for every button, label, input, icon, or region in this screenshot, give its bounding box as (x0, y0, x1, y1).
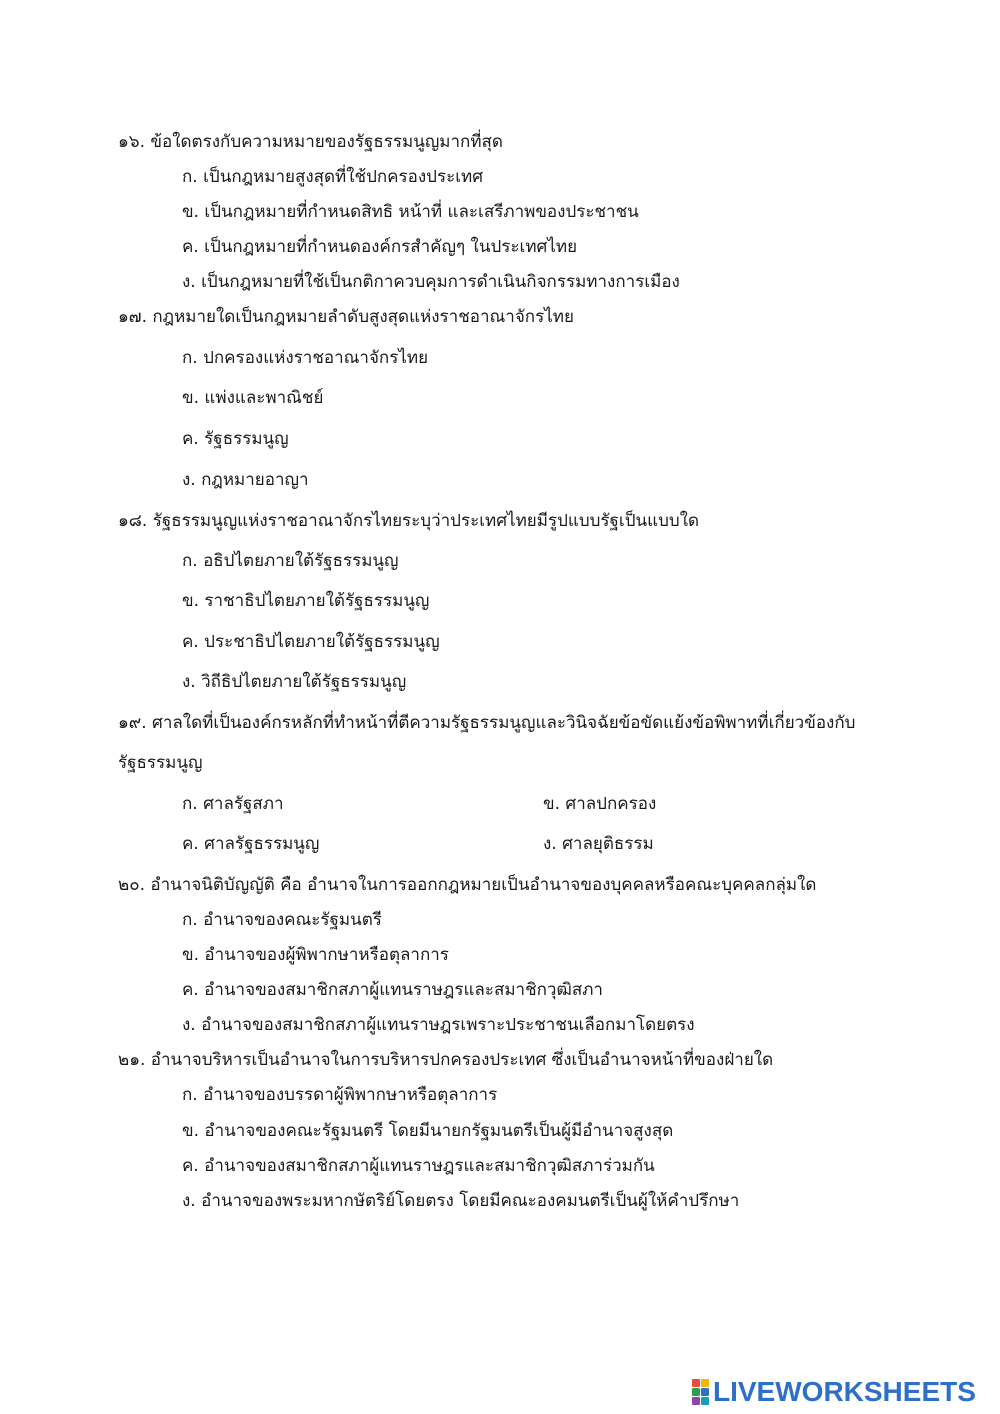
q20-option-c[interactable]: ค. อำนาจของสมาชิกสภาผู้แทนราษฎรและสมาชิกวุฒิสภา (182, 980, 603, 1000)
logo-square (692, 1397, 700, 1405)
q21-option-d[interactable]: ง. อำนาจของพระมหากษัตริย์โดยตรง โดยมีคณะองคมนตรีเป็นผู้ให้คำปรึกษา (182, 1191, 740, 1211)
question-16: ๑๖. ข้อใดตรงกับความหมายของรัฐธรรมนูญมากที่สุด (118, 132, 503, 152)
q18-option-c[interactable]: ค. ประชาธิปไตยภายใต้รัฐธรรมนูญ (182, 632, 440, 652)
logo-text: LIVEWORKSHEETS (713, 1376, 976, 1407)
q21-option-b[interactable]: ข. อำนาจของคณะรัฐมนตรี โดยมีนายกรัฐมนตรีเป็นผู้มีอำนาจสูงสุด (182, 1121, 674, 1141)
q16-option-b[interactable]: ข. เป็นกฎหมายที่กำหนดสิทธิ หน้าที่ และเสรีภาพของประชาชน (182, 202, 639, 222)
logo-square (701, 1388, 709, 1396)
question-17: ๑๗. กฎหมายใดเป็นกฎหมายลำดับสูงสุดแห่งราชอาณาจักรไทย (118, 307, 574, 327)
q16-option-c[interactable]: ค. เป็นกฎหมายที่กำหนดองค์กรสำคัญๆ ในประเทศไทย (182, 237, 578, 257)
q16-option-d[interactable]: ง. เป็นกฎหมายที่ใช้เป็นกติกาควบคุมการดำเนินกิจกรรมทางการเมือง (182, 272, 680, 292)
question-21: ๒๑. อำนาจบริหารเป็นอำนาจในการบริหารปกครองประเทศ ซึ่งเป็นอำนาจหน้าที่ของฝ่ายใด (118, 1050, 774, 1070)
q18-option-b[interactable]: ข. ราชาธิปไตยภายใต้รัฐธรรมนูญ (182, 591, 430, 611)
q20-option-b[interactable]: ข. อำนาจของผู้พิพากษาหรือตุลาการ (182, 945, 449, 965)
logo-square (692, 1388, 700, 1396)
q18-option-a[interactable]: ก. อธิปไตยภายใต้รัฐธรรมนูญ (182, 551, 399, 571)
q17-option-c[interactable]: ค. รัฐธรรมนูญ (182, 429, 289, 449)
q17-option-a[interactable]: ก. ปกครองแห่งราชอาณาจักรไทย (182, 348, 429, 368)
q19-option-d[interactable]: ง. ศาลยุติธรรม (543, 834, 654, 854)
liveworksheets-logo-icon (692, 1379, 709, 1405)
q19-option-c[interactable]: ค. ศาลรัฐธรรมนูญ (182, 834, 320, 854)
q16-option-a[interactable]: ก. เป็นกฎหมายสูงสุดที่ใช้ปกครองประเทศ (182, 167, 484, 187)
question-19-continued: รัฐธรรมนูญ (118, 753, 203, 773)
q21-option-a[interactable]: ก. อำนาจของบรรดาผู้พิพากษาหรือตุลาการ (182, 1085, 498, 1105)
q18-option-d[interactable]: ง. วิถีธิปไตยภายใต้รัฐธรรมนูญ (182, 672, 407, 692)
q20-option-a[interactable]: ก. อำนาจของคณะรัฐมนตรี (182, 910, 382, 930)
logo-square (701, 1397, 709, 1405)
question-18: ๑๘. รัฐธรรมนูญแห่งราชอาณาจักรไทยระบุว่าประเทศไทยมีรูปแบบรัฐเป็นแบบใด (118, 511, 700, 531)
q19-option-b[interactable]: ข. ศาลปกครอง (543, 794, 657, 814)
q19-option-a[interactable]: ก. ศาลรัฐสภา (182, 794, 284, 814)
liveworksheets-logo (692, 1376, 976, 1408)
q17-option-b[interactable]: ข. แพ่งและพาณิชย์ (182, 388, 324, 408)
question-20: ๒๐. อำนาจนิติบัญญัติ คือ อำนาจในการออกกฎหมายเป็นอำนาจของบุคคลหรือคณะบุคคลกลุ่มใด (118, 875, 817, 895)
q21-option-c[interactable]: ค. อำนาจของสมาชิกสภาผู้แทนราษฎรและสมาชิกวุฒิสภาร่วมกัน (182, 1156, 655, 1176)
logo-square (692, 1379, 700, 1387)
q20-option-d[interactable]: ง. อำนาจของสมาชิกสภาผู้แทนราษฎรเพราะประชาชนเลือกมาโดยตรง (182, 1015, 695, 1035)
question-19: ๑๙. ศาลใดที่เป็นองค์กรหลักที่ทำหน้าที่ตีความรัฐธรรมนูญและวินิจฉัยข้อขัดแย้งข้อพิพาทที่เกี่ยวข้องกับ (118, 713, 856, 733)
q17-option-d[interactable]: ง. กฎหมายอาญา (182, 470, 309, 490)
logo-square (701, 1379, 709, 1387)
